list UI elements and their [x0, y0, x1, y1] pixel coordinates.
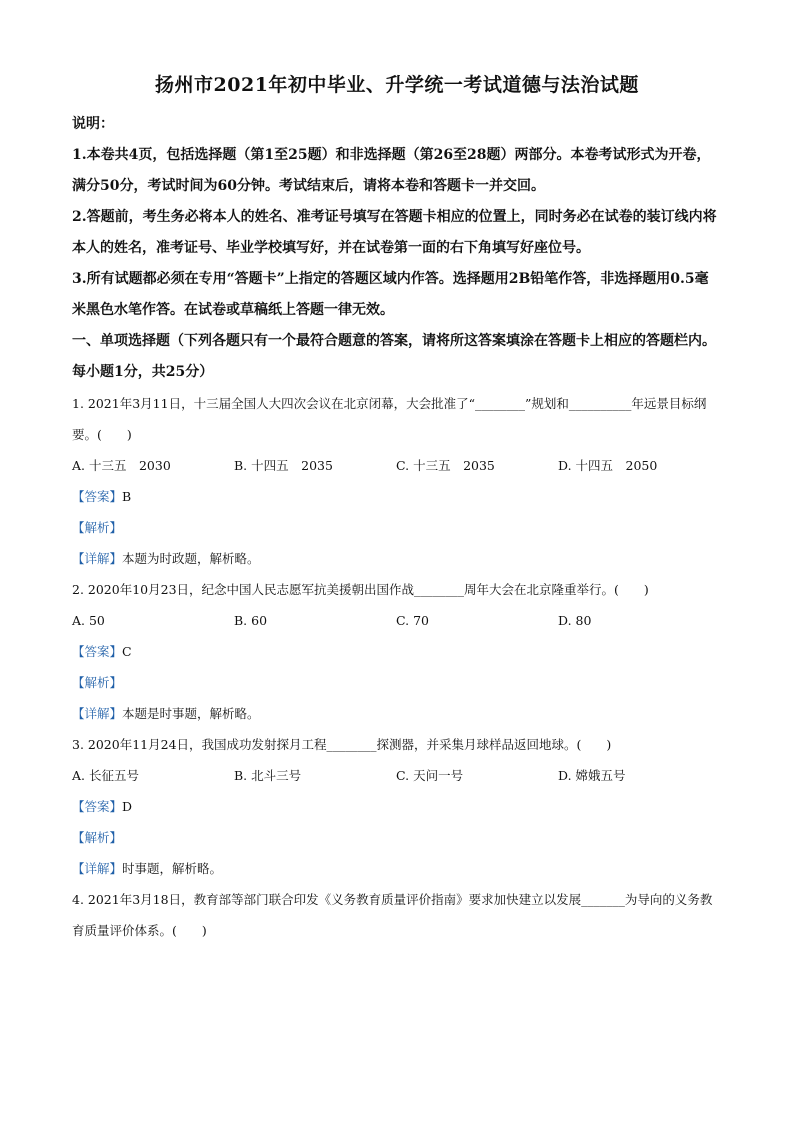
option-b: B. 北斗三号: [234, 768, 302, 783]
detail-line: [72, 698, 722, 729]
detail-label: 【详解】: [72, 861, 123, 876]
answer-line: [72, 791, 722, 822]
page-title: 扬州市2021年初中毕业、升学统一考试道德与法治试题: [155, 74, 639, 96]
question-options: [72, 760, 722, 791]
question-4: [72, 884, 722, 946]
exam-page: [72, 70, 722, 946]
option-d: D. 80: [558, 613, 592, 628]
question-2: [72, 574, 722, 729]
detail-line: [72, 543, 722, 574]
answer-line: [72, 636, 722, 667]
question-stem: 1. 2021年3月11日，十三届全国人大四次会议在北京闭幕，大会批准了“________”规划和__________年远景目标纲要。( ): [72, 396, 707, 442]
detail-text: 本题为时政题，解析略。: [122, 551, 260, 566]
option-b: B. 60: [234, 613, 268, 628]
question-stem: 3. 2020年11月24日，我国成功发射探月工程________探测器，并采集月球样品返回地球。( ): [72, 737, 612, 752]
option-c: C. 天问一号: [396, 768, 464, 783]
answer-label: 【答案】: [72, 489, 123, 504]
instruction-item: 3.所有试题都必须在专用“答题卡”上指定的答题区域内作答。选择题用2B铅笔作答，非选择题用0.5毫米黑色水笔作答。在试卷或草稿纸上答题一律无效。: [72, 271, 709, 318]
instructions-heading: 说明：: [72, 116, 114, 132]
option-c: C. 十三五 2035: [396, 458, 495, 473]
question-3: [72, 729, 722, 884]
analysis-label: 【解析】: [72, 520, 123, 535]
answer-label: 【答案】: [72, 799, 123, 814]
answer-label: 【答案】: [72, 644, 123, 659]
detail-label: 【详解】: [72, 706, 123, 721]
analysis-line: [72, 667, 722, 698]
option-a: A. 十三五 2030: [72, 458, 171, 473]
analysis-line: [72, 822, 722, 853]
analysis-label: 【解析】: [72, 830, 123, 845]
option-a: A. 50: [72, 613, 105, 628]
question-options: [72, 450, 722, 481]
instruction-item: 1.本卷共4页，包括选择题（第1至25题）和非选择题（第26至28题）两部分。本卷考试形式为开卷，满分50分，考试时间为60分钟。考试结束后，请将本卷和答题卡一并交回。: [72, 147, 711, 194]
answer-line: [72, 481, 722, 512]
question-options: [72, 605, 722, 636]
analysis-label: 【解析】: [72, 675, 123, 690]
detail-text: 时事题，解析略。: [122, 861, 223, 876]
option-d: D. 十四五 2050: [558, 458, 658, 473]
answer-value: B: [122, 489, 132, 504]
question-stem: 2. 2020年10月23日，纪念中国人民志愿军抗美援朝出国作战________周年大会在北京隆重举行。( ): [72, 582, 649, 597]
section-heading: 一、单项选择题（下列各题只有一个最符合题意的答案，请将所这答案填涂在答题卡上相应的答题栏内。每小题1分，共25分）: [72, 333, 716, 380]
option-c: C. 70: [396, 613, 429, 628]
answer-value: C: [122, 644, 132, 659]
analysis-line: [72, 512, 722, 543]
option-a: A. 长征五号: [72, 768, 139, 783]
question-1: [72, 388, 722, 574]
detail-line: [72, 853, 722, 884]
answer-value: D: [122, 799, 133, 814]
question-stem: 4. 2021年3月18日，教育部等部门联合印发《义务教育质量评价指南》要求加快建立以发展_______为导向的义务教育质量评价体系。( ): [72, 892, 713, 938]
detail-label: 【详解】: [72, 551, 123, 566]
instruction-item: 2.答题前，考生务必将本人的姓名、准考证号填写在答题卡相应的位置上，同时务必在试卷的装订线内将本人的姓名，准考证号、毕业学校填写好，并在试卷第一面的右下角填写好座位号。: [72, 209, 717, 256]
option-b: B. 十四五 2035: [234, 458, 333, 473]
detail-text: 本题是时事题，解析略。: [122, 706, 260, 721]
option-d: D. 嫦娥五号: [558, 768, 626, 783]
